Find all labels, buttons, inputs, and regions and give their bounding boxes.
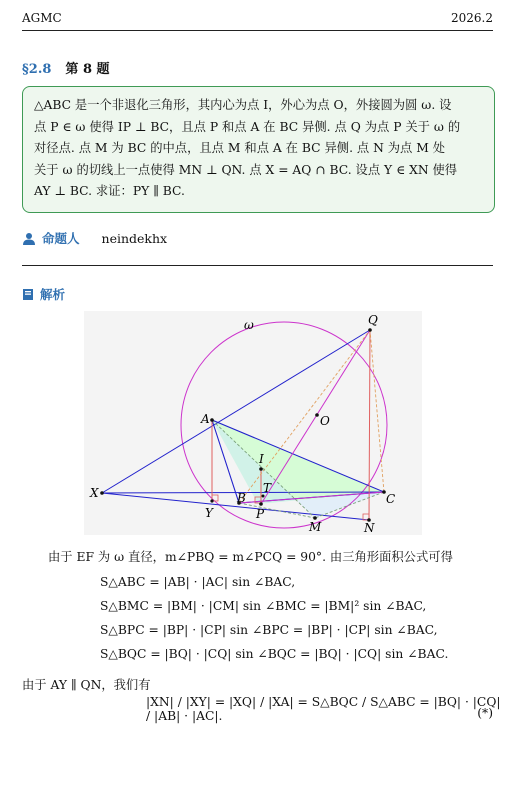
ratio-equation: |XN| / |XY| = |XQ| / |XA| = S△BQC / S△ABC = |BQ| · |CQ| / |AB| · |AC|.	[146, 695, 501, 723]
geometry-figure	[84, 311, 422, 535]
problem-line-5: AY ⊥ BC. 求证：PY ∥ BC.	[34, 184, 185, 198]
label-T: T	[263, 481, 272, 495]
running-header-left: AGMC	[22, 11, 62, 25]
solution-heading	[22, 285, 65, 303]
section-heading	[22, 58, 110, 77]
equation-area-BQC: S△BQC = |BQ| · |CQ| sin ∠BQC = |BQ| · |CQ| sin ∠BAC.	[100, 647, 449, 661]
point-A	[210, 418, 214, 422]
label-N: N	[364, 521, 375, 535]
equation-area-ABC: S△ABC = |AB| · |AC| sin ∠BAC,	[100, 575, 296, 589]
label-C: C	[386, 492, 396, 506]
problem-line-3: 对径点. 点 M 为 BC 的中点，且点 M 和点 A 在 BC 异侧. 点 N 为点 M 处	[34, 141, 446, 155]
label-omega: ω	[244, 318, 254, 332]
point-O	[315, 413, 319, 417]
equation-tag: (*)	[477, 706, 493, 720]
label-Y: Y	[205, 506, 213, 520]
point-P	[259, 502, 263, 506]
author-label: 命题人	[42, 231, 80, 246]
author-name: neindekhx	[101, 231, 168, 246]
label-A: A	[201, 412, 210, 426]
point-X	[100, 491, 104, 495]
figure-caption-text: 由于 EF 为 ω 直径，m∠PBQ = m∠PCQ = 90°. 由三角形面积公式可得	[48, 550, 453, 564]
running-header-right: 2026.2	[451, 11, 493, 25]
equation-area-BPC: S△BPC = |BP| · |CP| sin ∠BPC = |BP| · |CP| sin ∠BAC,	[100, 623, 438, 637]
label-M: M	[309, 520, 322, 534]
problem-line-1: △ABC 是一个非退化三角形，其内心为点 I，外心为点 O，外接圆为圆 ω. 设	[34, 98, 452, 112]
label-P: P	[256, 507, 265, 521]
problem-line-4: 关于 ω 的切线上一点使得 MN ⊥ QN. 点 X = AQ ∩ BC. 设点 Y ∈ XN 使得	[34, 162, 458, 177]
section-title: 第 8 题	[65, 62, 110, 77]
label-X: X	[90, 486, 99, 500]
label-B: B	[237, 491, 246, 505]
header-rule	[22, 30, 493, 31]
solution-label: 解析	[40, 287, 66, 302]
parallel-statement: 由于 AY ∥ QN，我们有	[22, 678, 151, 692]
problem-statement-box	[22, 86, 495, 213]
problem-line-2: 点 P ∈ ω 使得 IP ⊥ BC，且点 P 和点 A 在 BC 异侧. 点 Q 为点 P 关于 ω 的	[34, 119, 461, 134]
section-divider	[22, 265, 493, 266]
point-Y	[210, 499, 213, 502]
label-Q: Q	[368, 313, 378, 327]
point-I	[259, 467, 263, 471]
author-row	[22, 229, 167, 247]
geometry-diagram	[84, 311, 422, 535]
book-icon	[22, 288, 34, 301]
label-I: I	[259, 452, 264, 466]
user-icon	[22, 232, 36, 245]
section-number: §2.8	[22, 62, 52, 77]
equation-area-BMC: S△BMC = |BM| · |CM| sin ∠BMC = |BM|² sin ∠BAC,	[100, 599, 427, 613]
label-O: O	[320, 414, 330, 428]
point-Q	[368, 328, 372, 332]
